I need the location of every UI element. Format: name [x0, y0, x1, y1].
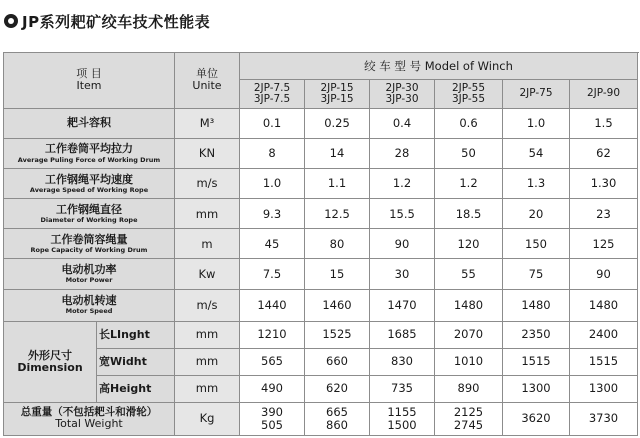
value-cell: 2070 [435, 321, 503, 348]
value-cell: 1515 [570, 348, 638, 375]
total-weight-label-en: Total Weight [55, 417, 123, 431]
value-cell: 0.1 [240, 108, 305, 138]
value-cell: 2400 [570, 321, 638, 348]
weight-value: 505 [261, 417, 283, 432]
dimension-label [4, 321, 97, 402]
value-cell: 15 [305, 259, 370, 289]
row-label-zh: 工作钢绳直径 [56, 202, 122, 216]
value-cell: 1480 [435, 289, 503, 321]
model-header-cell [503, 79, 570, 108]
value-cell: 12.5 [305, 199, 370, 229]
value-cell: 1480 [503, 289, 570, 321]
value-cell: 62 [570, 139, 638, 169]
value-cell: 2350 [503, 321, 570, 348]
model-header-cell [570, 79, 638, 108]
value-cell: 20 [503, 199, 570, 229]
dimension-row [4, 321, 638, 348]
row-label-en: Average Puling Force of Working Drum [17, 155, 161, 164]
unit-cell: m/s [175, 169, 240, 199]
value-cell [240, 402, 305, 435]
unit-cell: m/s [175, 289, 240, 321]
weight-value: 2745 [453, 417, 484, 432]
value-cell: 75 [503, 259, 570, 289]
model-name: 3JP-55 [451, 92, 486, 105]
dimension-row [4, 348, 638, 375]
header-row-1 [4, 53, 638, 80]
value-cell: 1.2 [435, 169, 503, 199]
value-cell: 30 [370, 259, 435, 289]
model-header-cell [240, 79, 305, 108]
value-cell: 735 [370, 375, 435, 402]
value-cell: 1.2 [370, 169, 435, 199]
weight-value: 3620 [521, 411, 551, 426]
model-name: 2JP-90 [586, 87, 621, 100]
dimension-label-en: Dimension [17, 360, 83, 374]
value-cell: 1.5 [570, 108, 638, 138]
row-label-en: Motor Speed [65, 307, 113, 316]
page-title: JP系列耙矿绞车技术性能表 [22, 12, 211, 31]
table-row [4, 139, 638, 169]
value-cell: 1470 [370, 289, 435, 321]
item-header-en: Item [76, 79, 102, 93]
value-cell: 1515 [503, 348, 570, 375]
row-label-zh: 工作卷筒容绳量 [50, 232, 128, 246]
unit-header-en: Unite [192, 79, 222, 93]
value-cell: 28 [370, 139, 435, 169]
model-name: 2JP-55 [451, 81, 486, 94]
value-cell: 7.5 [240, 259, 305, 289]
row-label-en: Average Speed of Working Rope [29, 185, 149, 194]
title-bar [4, 6, 210, 36]
value-cell: 890 [435, 375, 503, 402]
item-header-zh: 项 目 [76, 67, 102, 81]
row-label [4, 108, 175, 138]
value-cell: 54 [503, 139, 570, 169]
value-cell: 1685 [370, 321, 435, 348]
model-name: 3JP-30 [385, 92, 419, 105]
row-label-zh: 电动机功率 [61, 262, 117, 276]
value-cell: 1.1 [305, 169, 370, 199]
value-cell: 1210 [240, 321, 305, 348]
table-row [4, 169, 638, 199]
value-cell: 18.5 [435, 199, 503, 229]
item-header [4, 53, 175, 109]
value-cell [370, 402, 435, 435]
model-header-cell [370, 79, 435, 108]
weight-value: 665 [326, 405, 348, 420]
value-cell: 125 [570, 229, 638, 259]
model-header-cell [305, 79, 370, 108]
row-label-en: Diameter of Working Rope [40, 215, 138, 224]
value-cell: 660 [305, 348, 370, 375]
value-cell: 8 [240, 139, 305, 169]
weight-value: 1155 [387, 405, 417, 420]
unit-header [175, 53, 240, 109]
unit-cell: mm [175, 199, 240, 229]
weight-value: 2125 [453, 405, 484, 420]
row-label-en: Motor Power [65, 276, 113, 285]
row-label [4, 229, 175, 259]
value-cell: 1.30 [570, 169, 638, 199]
value-cell: 1460 [305, 289, 370, 321]
value-cell: 23 [570, 199, 638, 229]
table-row [4, 229, 638, 259]
value-cell: 1010 [435, 348, 503, 375]
unit-cell: mm [175, 321, 240, 348]
weight-value: 390 [261, 405, 283, 420]
model-name: 2JP-15 [320, 81, 354, 94]
value-cell: 1525 [305, 321, 370, 348]
value-cell: 80 [305, 229, 370, 259]
dimension-sub-label: 高Height [97, 375, 175, 402]
bullet-icon [4, 14, 18, 28]
total-weight-row [4, 402, 638, 435]
model-name: 3JP-15 [320, 92, 354, 105]
total-weight-label [4, 402, 175, 435]
value-cell: 1.0 [503, 108, 570, 138]
unit-cell: mm [175, 348, 240, 375]
value-cell: 90 [570, 259, 638, 289]
value-cell: 14 [305, 139, 370, 169]
value-cell: 15.5 [370, 199, 435, 229]
table-row [4, 108, 638, 138]
unit-header-zh: 单位 [196, 67, 218, 81]
value-cell: 45 [240, 229, 305, 259]
total-weight-label-zh: 总重量（不包括耙斗和滑轮） [20, 405, 158, 418]
model-group-header: 绞 车 型 号 Model of Winch [240, 53, 638, 80]
weight-value: 1500 [387, 417, 417, 432]
model-name: 2JP-75 [519, 87, 553, 100]
value-cell: 830 [370, 348, 435, 375]
weight-value: 860 [326, 417, 348, 432]
value-cell: 565 [240, 348, 305, 375]
weight-value: 3730 [588, 411, 619, 426]
spec-table [3, 52, 638, 436]
value-cell: 0.4 [370, 108, 435, 138]
unit-cell: Kw [175, 259, 240, 289]
unit-cell: mm [175, 375, 240, 402]
unit-cell: M³ [175, 108, 240, 138]
value-cell: 1300 [570, 375, 638, 402]
value-cell: 0.6 [435, 108, 503, 138]
value-cell: 120 [435, 229, 503, 259]
value-cell: 55 [435, 259, 503, 289]
row-label-zh: 耙斗容积 [67, 116, 111, 130]
value-cell: 1480 [570, 289, 638, 321]
model-name: 3JP-7.5 [253, 92, 291, 105]
dimension-sub-label: 宽Widht [97, 348, 175, 375]
unit-cell: Kg [175, 402, 240, 435]
table-row [4, 199, 638, 229]
model-name: 2JP-30 [385, 81, 419, 94]
value-cell: 50 [435, 139, 503, 169]
row-label-zh: 工作卷筒平均拉力 [45, 142, 133, 156]
dimension-sub-label: 长LInght [97, 321, 175, 348]
value-cell: 490 [240, 375, 305, 402]
unit-cell: KN [175, 139, 240, 169]
row-label-zh: 电动机转速 [61, 294, 117, 308]
row-label-zh: 工作钢绳平均速度 [45, 172, 133, 186]
row-label [4, 169, 175, 199]
value-cell: 0.25 [305, 108, 370, 138]
dimension-label-zh: 外形尺寸 [28, 348, 72, 362]
row-label [4, 289, 175, 321]
value-cell [570, 402, 638, 435]
row-label-en: Rope Capacity of Working Drum [30, 245, 148, 254]
value-cell: 90 [370, 229, 435, 259]
value-cell: 150 [503, 229, 570, 259]
row-label [4, 139, 175, 169]
dimension-row [4, 375, 638, 402]
model-name: 2JP-7.5 [253, 81, 291, 94]
value-cell [435, 402, 503, 435]
value-cell: 9.3 [240, 199, 305, 229]
table-row [4, 289, 638, 321]
row-label [4, 199, 175, 229]
table-row [4, 259, 638, 289]
value-cell: 1.0 [240, 169, 305, 199]
value-cell: 1300 [503, 375, 570, 402]
unit-cell: m [175, 229, 240, 259]
value-cell: 1.3 [503, 169, 570, 199]
value-cell [305, 402, 370, 435]
model-header-cell [435, 79, 503, 108]
row-label [4, 259, 175, 289]
value-cell: 620 [305, 375, 370, 402]
value-cell: 1440 [240, 289, 305, 321]
value-cell [503, 402, 570, 435]
